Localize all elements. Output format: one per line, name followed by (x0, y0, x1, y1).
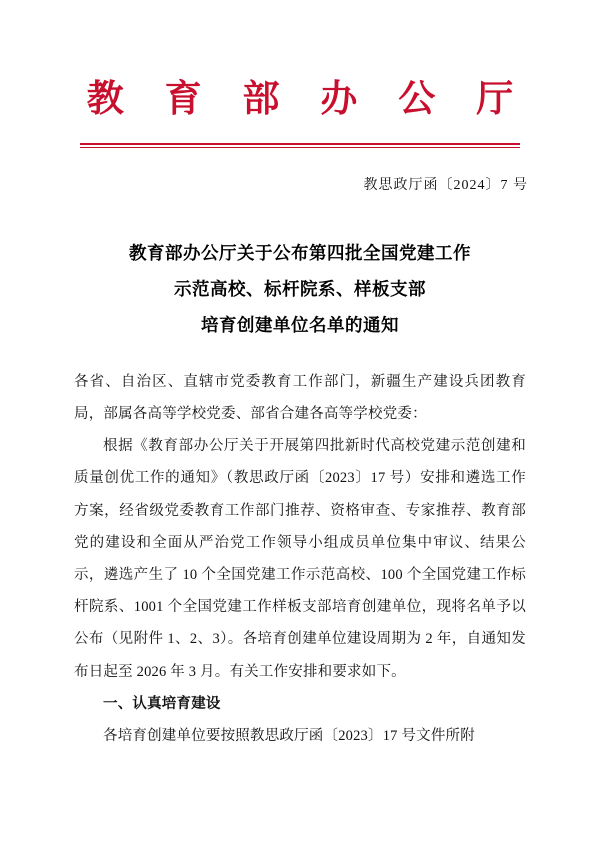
document-body (0, 366, 600, 752)
document-title (0, 236, 600, 344)
issuing-authority-title: 教 育 部 办 公 厅 (86, 76, 528, 120)
document-title-line-3: 培育创建单位名单的通知 (201, 314, 399, 335)
document-title-line-1: 教育部办公厅关于公布第四批全国党建工作 (129, 243, 471, 264)
document-number: 教思政厅函〔2024〕7 号 (363, 178, 528, 194)
section-one-paragraph: 各培育创建单位要按照教思政厅函〔2023〕17 号文件所附 (103, 727, 475, 744)
section-heading-one: 一、认真培育建设 (103, 695, 221, 712)
masthead-divider-thin (80, 147, 520, 148)
document-title-line-2: 示范高校、标杆院系、样板支部 (174, 279, 426, 300)
main-body-paragraph: 根据《教育部办公厅关于开展第四批新时代高校党建示范创建和质量创优工作的通知》（教思政厅函〔2023〕17 号）安排和遴选工作方案，经省级党委教育工作部门推荐、资格审查、专家推荐、教育部党的建设和全面从严治党工作领导小组成员单位集中审议、结果公示，遴选产生了 10 个全国党建工作示范高校、100 个全国党建工作标杆院系、1001 个全国党建工作样板支部培育创建单位，现将名单予以公布（见附件 1、2、3）。各培育创建单位建设周期为 2 年，自通知发布日起至 2026 年 3 月。有关工作安排和要求如下。 (74, 438, 526, 680)
addressee-paragraph: 各省、自治区、直辖市党委教育工作部门，新疆生产建设兵团教育局，部属各高等学校党委、部省合建各高等学校党委： (74, 373, 526, 422)
masthead-divider (80, 143, 520, 149)
masthead (0, 0, 600, 148)
